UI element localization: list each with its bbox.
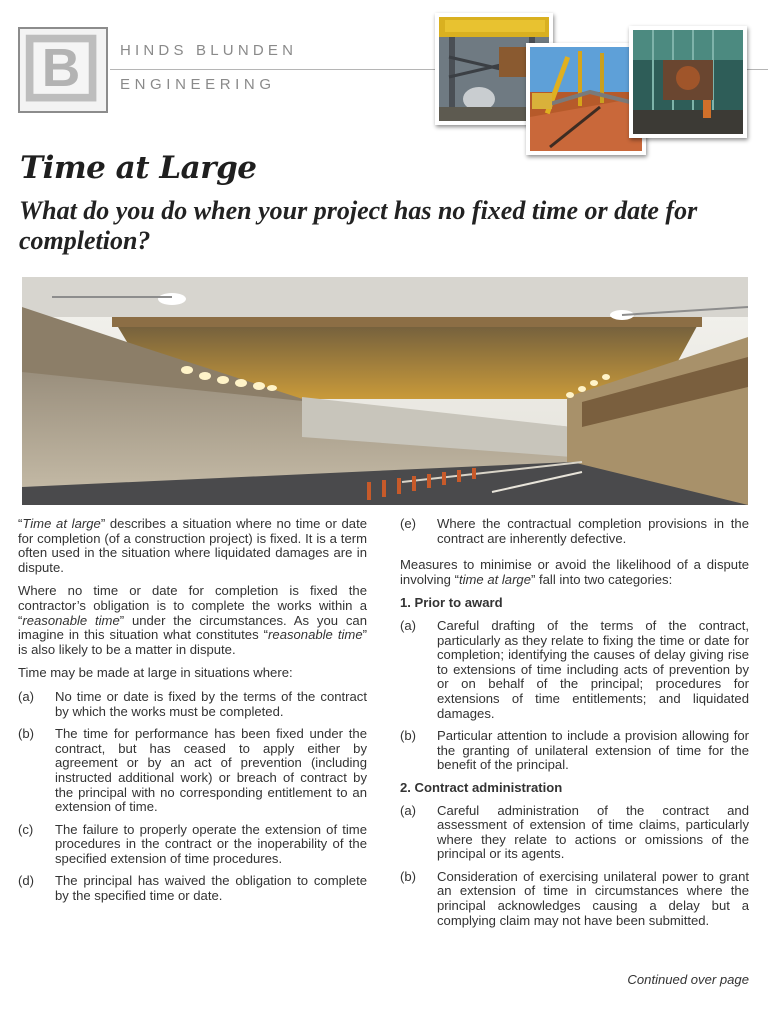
page-subtitle: What do you do when your project has no fixed time or date for completion? <box>19 196 698 255</box>
industrial-plant-photo <box>629 26 747 138</box>
list-item: (a) Careful administration of the contract and assessment of extension of time claims, particularly where they relate to actions or omissions of the principal or its agents. <box>400 802 749 862</box>
brand-name-line-1: HINDS BLUNDEN <box>120 42 298 59</box>
list-item: (c) The failure to properly operate the extension of time procedures in the contract or the inoperability of the specified extension of time procedures. <box>18 821 367 866</box>
list-item: (b) Consideration of exercising unilateral power to grant an extension of time in circumstances where the principal acknowledges causing a delay but a complying claim may not have been submitted. <box>400 868 749 928</box>
measures-paragraph: Measures to minimise or avoid the likelihood of a dispute involving “time at large” fall into two categories: <box>400 557 749 587</box>
intro-paragraph: “Time at large” describes a situation where no time or date for completion (of a construction project) is fixed. It is a term often used in the situation where liquidated damages are in dispute. <box>18 516 367 575</box>
list-item: (b) The time for performance has been fixed under the contract, but has ceased to apply either by agreement or by an act of prevention (including instructed additional work) or breach of contract by the principal with no corresponding entitlement to an extension of time. <box>18 726 367 815</box>
list-item: (b) Particular attention to include a provision allowing for the granting of unilateral extension of time for the benefit of the principal. <box>400 728 749 773</box>
continued-note: Continued over page <box>627 972 749 987</box>
page-title: Time at Large <box>20 150 257 186</box>
situations-lead-paragraph: Time may be made at large in situations where: <box>18 665 293 681</box>
logo-letter: B <box>41 39 81 99</box>
section-heading-prior-to-award: 1. Prior to award <box>400 595 503 611</box>
list-item: (e) Where the contractual completion provisions in the contract are inherently defective. <box>400 516 749 546</box>
left-text-column <box>18 517 367 912</box>
road-underpass-photo <box>22 277 748 505</box>
reasonable-time-paragraph: Where no time or date for completion is fixed the contractor’s obligation is to complete the works within a “reasonable time” under the circumstances. As you can imagine in this situation what constitutes “reasonable time” is also likely to be a matter in dispute. <box>18 583 367 657</box>
list-item: (a) Careful drafting of the terms of the contract, particularly as they relate to fixing the time or date for completion; identifying the causes of delay giving rise to extensions of time including acts of prevention by or on behalf of the principal; procedures for extensions of time entitlements; and liquidated damages. <box>400 617 749 721</box>
company-logo <box>18 27 108 113</box>
right-text-column <box>400 517 749 936</box>
list-item: (d) The principal has waived the obligation to complete by the specified time or date. <box>18 873 367 904</box>
brand-name-line-2: ENGINEERING <box>120 76 276 93</box>
list-item: (a) No time or date is fixed by the terms of the contract by which the works must be completed. <box>18 688 367 719</box>
excavation-site-photo <box>526 43 646 155</box>
logo-b-icon <box>20 29 106 111</box>
section-heading-contract-administration: 2. Contract administration <box>400 779 563 795</box>
